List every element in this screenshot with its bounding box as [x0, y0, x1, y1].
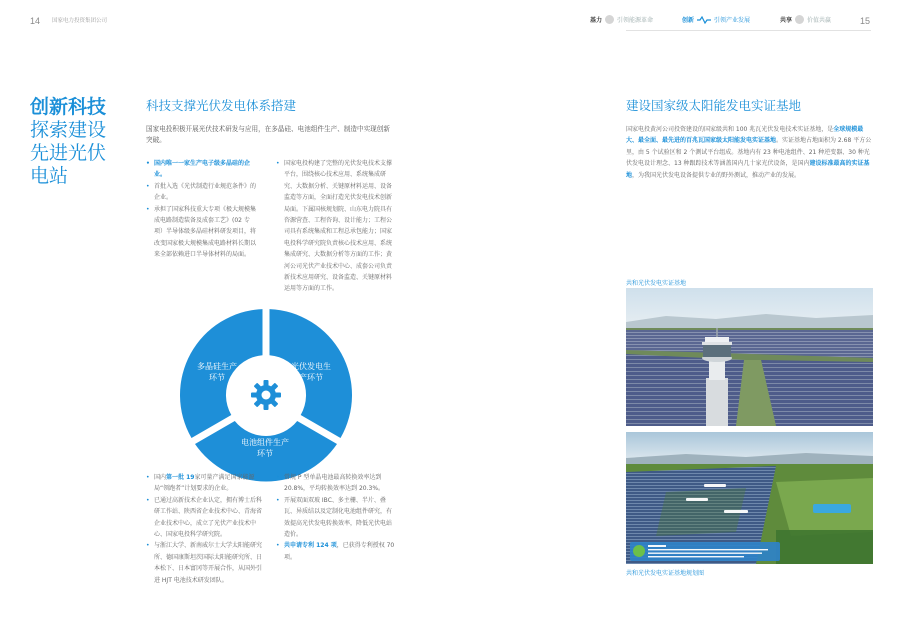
donut-label-left: 多晶硅生产环节: [197, 362, 237, 382]
nav-label: 共享: [780, 17, 793, 24]
nav-item-share[interactable]: [780, 15, 831, 24]
text-run: 国家电投黄河公司投资建设的国家级共和 100 兆瓦光伏发电技术实证基地，是: [626, 126, 834, 133]
list-item: • 国家电投构建了完整的光伏发电技术支撑平台，围绕核心技术应用、系统集成研究、大数据分析、关键原材料运用、设备监造等方面，全面打造光伏发电技术创新局面。下属国核规划院、山东电力院具有咨源营查、工程咨询、设计能力；工程公司具有系统集成和工程总承包能力；国家电投科学研究院负责核心技术应用、系统集成研究、大数据分析等方面的工作；黄河公司光伏产业技术中心、成套公司负责新技术应用研究、设备监造、关键原材料运用等方面的工作。: [276, 158, 396, 295]
text-run: 家可量产满足国家能源局“领跑者”计划要求的企业。: [154, 474, 255, 493]
text-highlight: 共申请专利 124 项: [284, 542, 337, 550]
bullet-list-col4: [276, 472, 396, 563]
pulse-icon: [697, 16, 711, 24]
plan-tag: [813, 504, 851, 513]
bullet-list-col1: [146, 158, 258, 261]
header-divider: [626, 30, 871, 31]
nav-sub: 价值共赢: [807, 17, 832, 24]
nav-item-innovation[interactable]: [682, 15, 750, 24]
text-run: 国内: [154, 474, 167, 481]
list-item: [276, 540, 396, 563]
right-body-paragraph: [626, 124, 874, 181]
list-item: [146, 472, 266, 495]
list-item: • 开展双面双玻 IBC、多主栅、半片、叠瓦、异质结以及定制化电池组件研究，有效提高光伏发电转换效率，降低光伏电站造价。: [276, 495, 396, 541]
solar-base-illustration: [626, 288, 873, 426]
text-run: ，已获得专利授权 70 项。: [284, 542, 395, 561]
nav-circle-icon: [605, 15, 614, 24]
running-title: 国家电力投资集团公司: [52, 18, 108, 24]
list-item: • 常规 P 型单晶电池最高转换效率达到 20.8%，平均转换效率达到 20.3%。: [276, 472, 396, 495]
photo-caption-2: 共和光伏发电实证基地规划图: [626, 570, 705, 577]
legend-circle-icon: [633, 545, 645, 557]
legend-box: [630, 542, 780, 561]
text-run: 。实证基地占地面积为 2.68 平方公里，由 5 个试验区和 2 个测试平台组成。基地内有 23 种电池组件、21 种逆变器、30 种光伏发电设计理念、13 种跟踪技术等涵盖国内几十家光伏设备，是国内: [626, 137, 872, 168]
nav-sub: 引领产业发展: [714, 17, 751, 24]
list-item: • 国内唯一一家生产电子级多晶硅的企业。: [146, 158, 258, 181]
solar-base-photo: [626, 288, 873, 426]
main-title-line: 创新科技: [30, 96, 107, 118]
text-highlight: 全球规模最大、最全面、最先进的百兆瓦国家级太阳能发电实证基地: [626, 126, 864, 145]
main-title-line: 探索建设: [30, 119, 107, 141]
text-run: ，为我国光伏发电设备提供专业的野外测试，推动产业的发展。: [632, 171, 801, 179]
main-title-line: 电站: [30, 165, 69, 187]
page-number-right: 15: [860, 16, 871, 26]
nav-circle-icon: [795, 15, 804, 24]
nav-label: 创新: [682, 17, 695, 24]
page-number-left: 14: [30, 16, 41, 26]
bullet-list-col3: [146, 472, 266, 586]
section-title-left: 科技支撑光伏发电体系搭建: [146, 98, 297, 113]
section-title-right: 建设国家级太阳能发电实证基地: [626, 98, 802, 113]
main-title-line: 先进光伏: [30, 142, 107, 164]
donut-label-right: 光伏发电生产环节: [291, 362, 331, 382]
bullet-list-col2: [276, 158, 396, 295]
intro-paragraph: 国家电投积极开展光伏技术研发与应用，在多晶硅、电池组件生产、制造中实现创新突破。: [146, 125, 390, 145]
list-item: • 首批入选《光伏制造行业规范条件》的企业。: [146, 181, 258, 204]
solar-plan-illustration: [626, 432, 873, 564]
list-item: • 承担了国家科技重大专项《极大规模集成电路制造装备及成套工艺》(02 专项）半导体级多晶硅材料研发项目，将改变国家极大规模集成电路材料长期以来全部依赖进口半导体材料的局面。: [146, 204, 258, 261]
nav-sub: 引领能源革命: [617, 17, 654, 24]
photo-caption-1: 共和光伏发电实证基地: [626, 280, 687, 287]
text-highlight: 第一批 19: [166, 474, 195, 481]
donut-label-bottom: 电池组件生产环节: [241, 438, 289, 458]
list-item: • 与浙江大学、新南威尔士大学太阳能研究所、德国康斯坦茨国际太阳能研究所、日本松下、日本富冈等开展合作，从国外引进 HJT 电池技术研发团队。: [146, 540, 266, 586]
main-title: [30, 96, 106, 188]
list-item: • 已通过高新技术企业认定，拥有博士后科研工作站、陕西省企业技术中心、青海省企业技术中心，成立了光伏产业技术中心、国家电投科学研究院。: [146, 495, 266, 541]
text-highlight: 建设标准最高的实证基地: [626, 160, 870, 179]
nav-item-power[interactable]: [590, 15, 653, 24]
nav-label: 基力: [590, 17, 603, 24]
gear-icon: [251, 380, 281, 410]
solar-base-plan-photo: [626, 432, 873, 564]
